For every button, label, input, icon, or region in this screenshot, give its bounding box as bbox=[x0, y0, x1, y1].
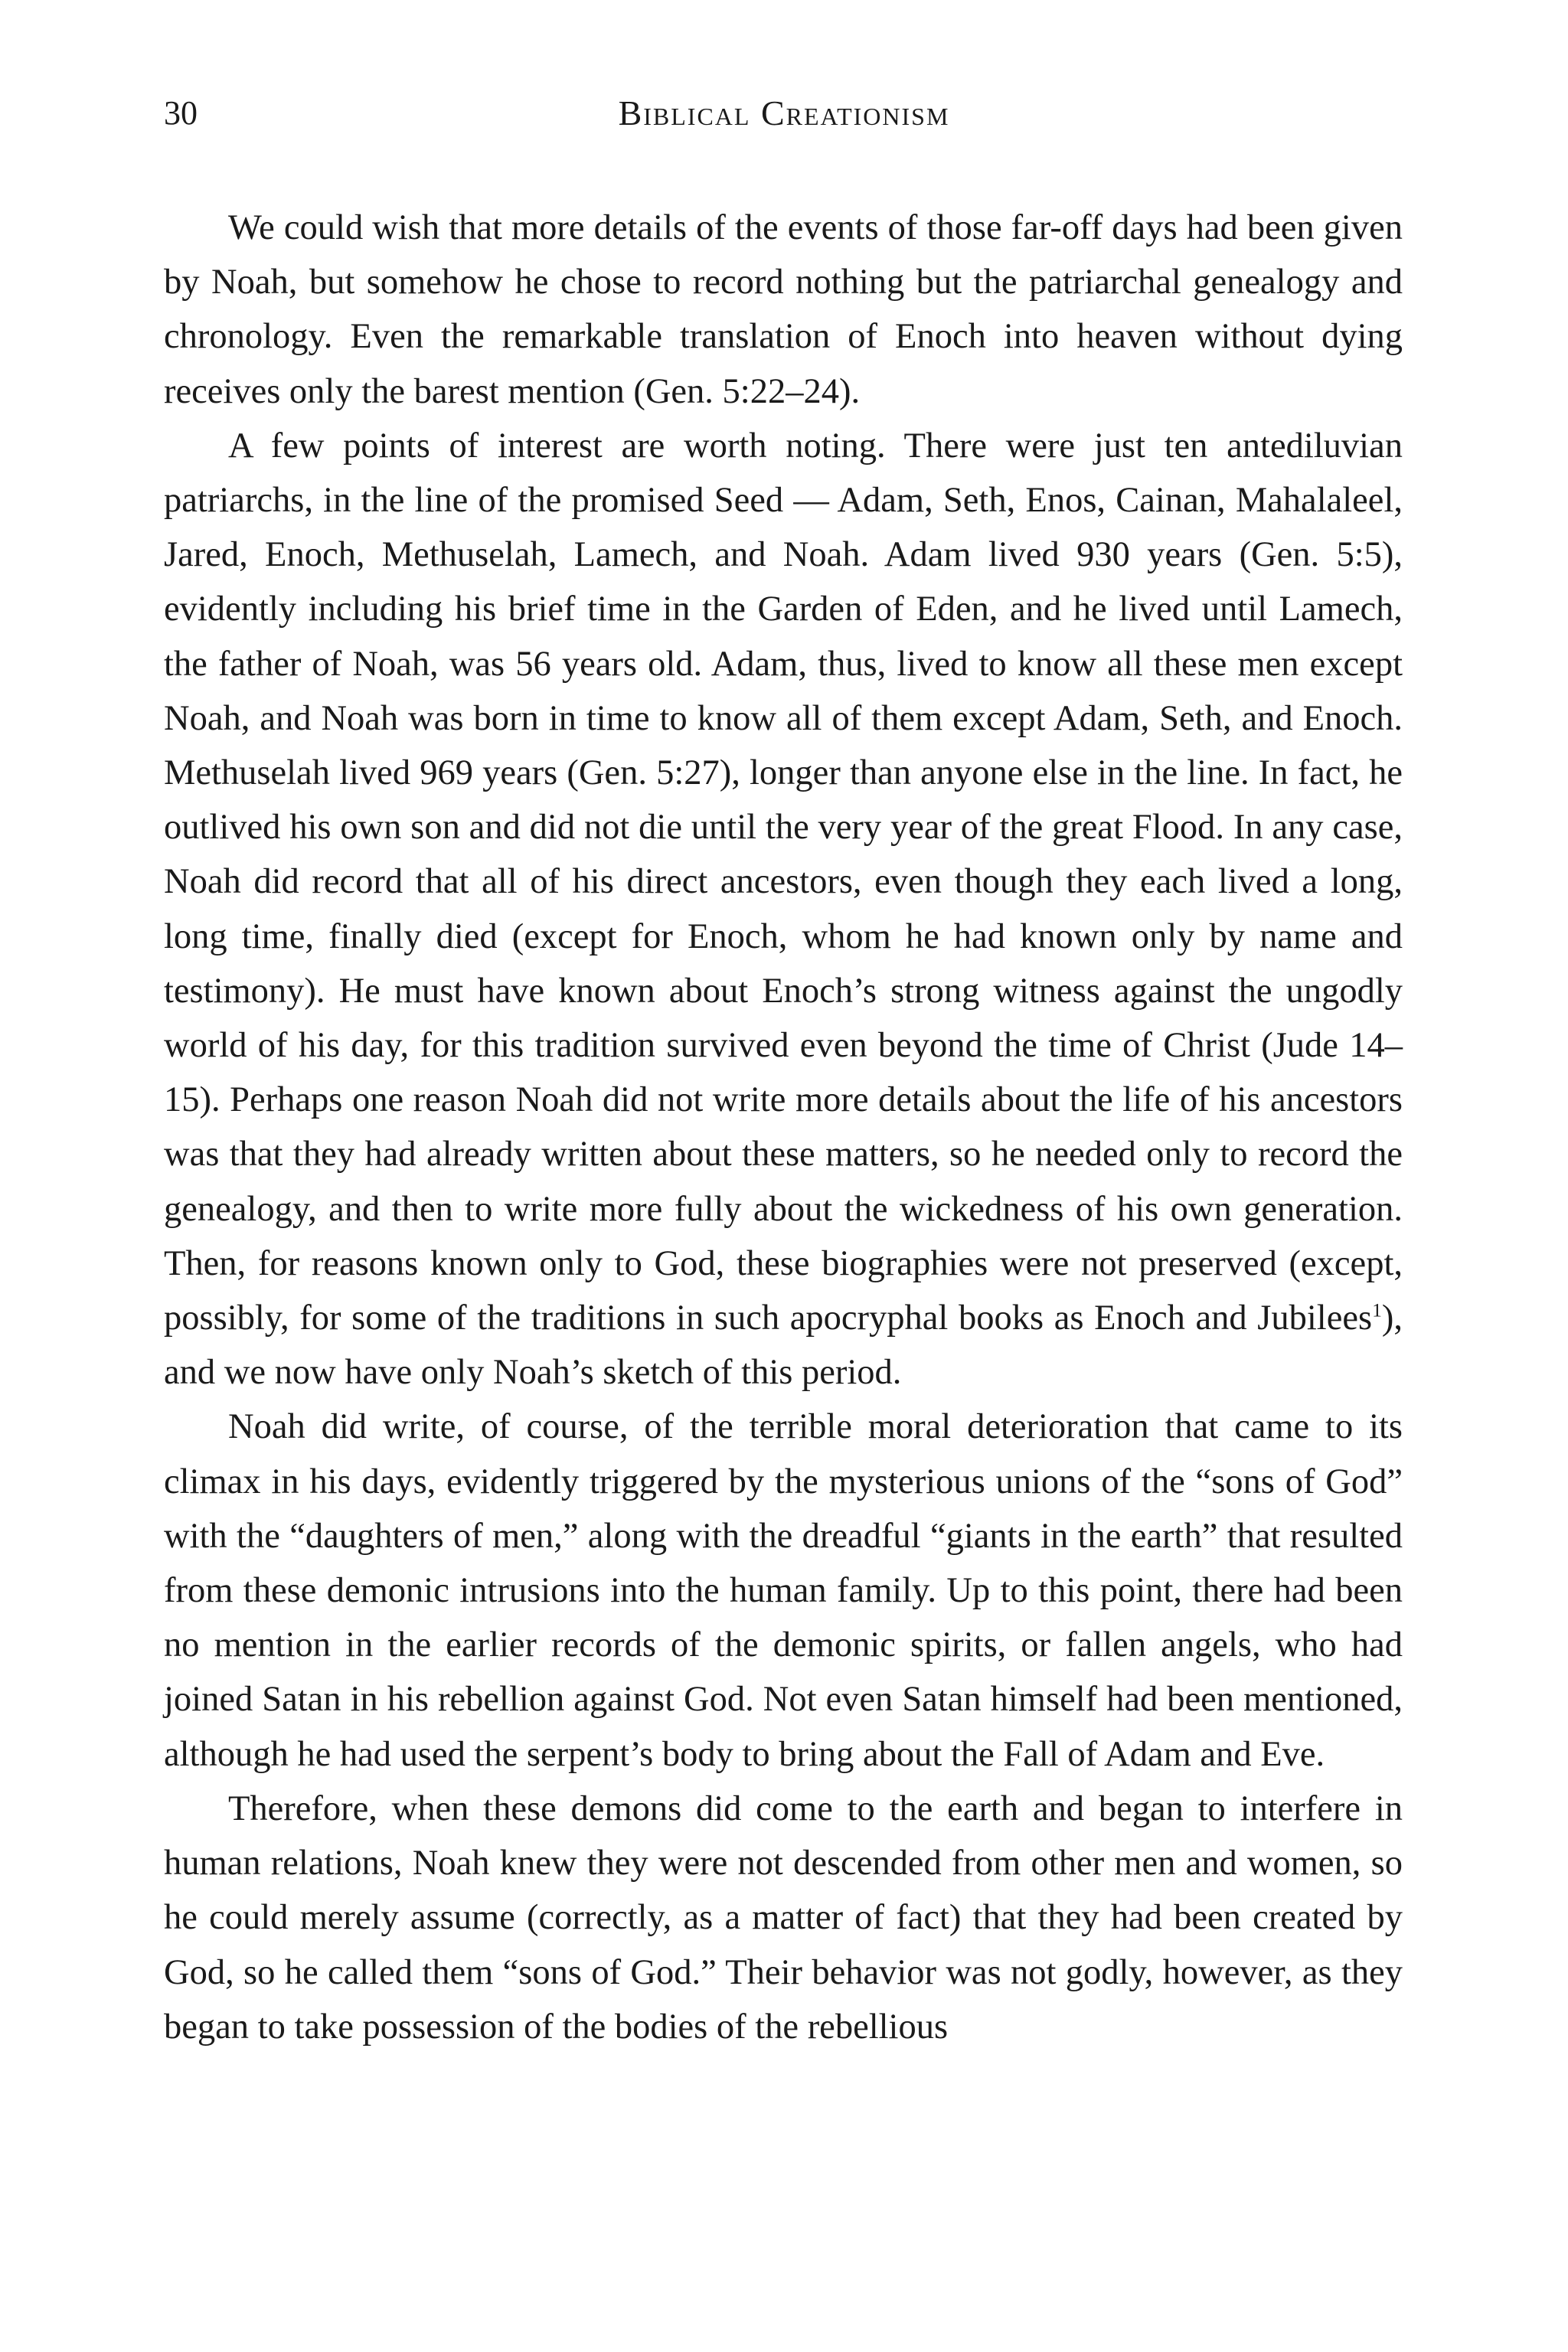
paragraph-3 bbox=[164, 1400, 1403, 1781]
body-text bbox=[164, 201, 1403, 2054]
page-number: 30 bbox=[164, 94, 198, 132]
running-head bbox=[164, 90, 1404, 136]
paragraph-text: Noah did write, of course, of the terrible moral deterioration that came to its climax in his days, evidently triggered by the mysterious unions of the “sons of God” with the “daughters of men,” along with the dreadful “giants in the earth” that resulted from these demonic intrusions into the human family. Up to this point, there had been no mention in the earlier records of the demonic spirits, or fallen angels, who had joined Satan in his rebellion against God. Not even Satan himself had been mentioned, although he had used the serpent’s body to bring about the Fall of Adam and Eve. bbox=[164, 1407, 1403, 1774]
paragraph-text: Therefore, when these demons did come to the earth and began to interfere in human relations, Noah knew they were not descended from other men and women, so he could merely assume (correctly, as a matter of fact) that they had been created by God, so he called them “sons of God.” Their behavior was not godly, however, as they began to take possession of the bodies of the rebellious bbox=[164, 1788, 1403, 2047]
paragraph-1 bbox=[164, 201, 1403, 419]
paragraph-2 bbox=[164, 419, 1403, 1400]
paragraph-text-continued: ), and we now have only Noah’s sketch of this period. bbox=[164, 1298, 1403, 1393]
paragraph-text: We could wish that more details of the events of those far-off days had been given by Noah, but somehow he chose to record nothing but the patriarchal genealogy and chronology. Even the remarkable translation of Enoch into heaven without dying receives only the barest mention (Gen. 5:22–24). bbox=[164, 208, 1403, 411]
paragraph-4 bbox=[164, 1782, 1403, 2054]
book-title: Biblical Creationism bbox=[618, 93, 950, 132]
footnote-reference[interactable]: 1 bbox=[1372, 1298, 1382, 1321]
paragraph-text: A few points of interest are worth noting. There were just ten antediluvian patriarchs, in the line of the promised Seed — Adam, Seth, Enos, Cainan, Mahalaleel, Jared, Enoch, Methuselah, Lamech, and Noah. Adam lived 930 years (Gen. 5:5), evidently including his brief time in the Garden of Eden, and he lived until Lamech, the father of Noah, was 56 years old. Adam, thus, lived to know all these men except Noah, and Noah was born in time to know all of them except Adam, Seth, and Enoch. Methuselah lived 969 years (Gen. 5:27), longer than anyone else in the line. In fact, he outlived his own son and did not die until the very year of the great Flood. In any case, Noah did record that all of his direct ancestors, even though they each lived a long, long time, finally died (except for Enoch, whom he had known only by name and testimony). He must have known about Enoch’s strong witness against the ungodly world of his day, for this tradition survived even beyond the time of Christ (Jude 14–15). Perhaps one reason Noah did not write more details about the life of his ancestors was that they had already written about these matters, so he needed only to record the genealogy, and then to write more fully about the wickedness of his own generation. Then, for reasons known only to God, these biographies were not preserved (except, possibly, for some of the traditions in such apocryphal books as Enoch and Jubilees bbox=[164, 426, 1403, 1338]
